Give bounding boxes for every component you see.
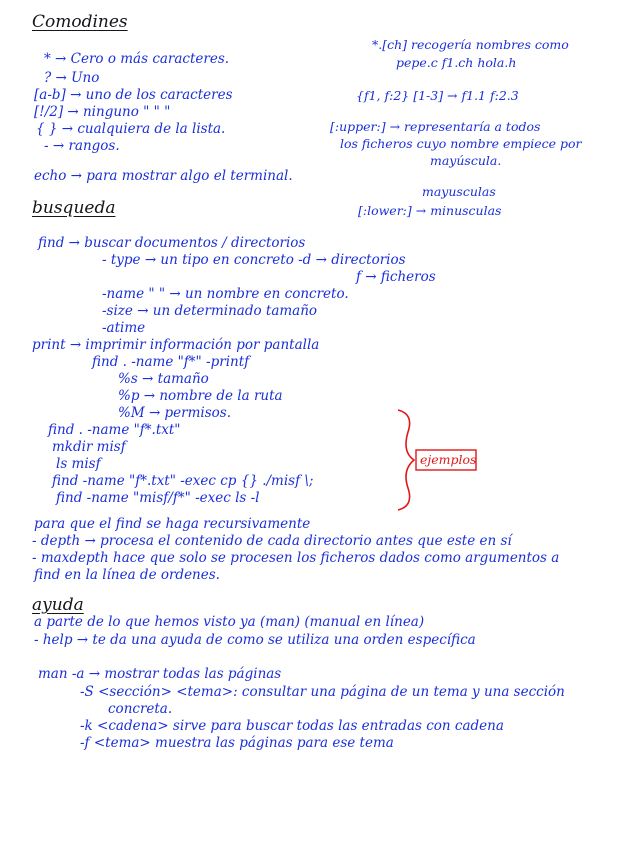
ayuda-line: - help → te da una ayuda de como se utiliza una orden específica — [34, 632, 476, 648]
print-line: find . -name "f*" -printf — [92, 354, 250, 370]
right-note: pepe.c f1.ch hola.h — [396, 55, 517, 70]
ejemplos-label: ejemplos — [420, 452, 477, 467]
example-line: find . -name "f*.txt" — [48, 422, 181, 438]
man-line: -S <sección> <tema>: consultar una página de un tema y una sección — [80, 684, 565, 700]
man-line: man -a → mostrar todas las páginas — [38, 666, 282, 682]
print-line: %s → tamaño — [118, 371, 209, 387]
right-note: {f1, f:2} [1-3] → f1.1 f:2.3 — [356, 88, 519, 103]
comodin-line: * → Cero o más caracteres. — [44, 51, 230, 67]
comodin-line: - → rangos. — [44, 138, 120, 154]
heading-ayuda: ayuda — [32, 595, 84, 615]
right-note: [:upper:] → representaría a todos — [330, 119, 541, 134]
man-line: -k <cadena> sirve para buscar todas las entradas con cadena — [80, 718, 504, 734]
find-line: find → buscar documentos / directorios — [38, 235, 306, 251]
find-line: - type → un tipo en concreto -d → directorios — [102, 252, 406, 268]
recursive-line: - depth → procesa el contenido de cada directorio antes que este en sí — [32, 533, 512, 549]
example-line: find -name "f*.txt" -exec cp {} ./misf \; — [52, 473, 314, 489]
example-line: mkdir misf — [52, 439, 126, 455]
right-note: los ficheros cuyo nombre empiece por — [340, 136, 582, 151]
print-line: %M → permisos. — [118, 405, 232, 421]
right-note: *.[ch] recogería nombres como — [372, 37, 569, 52]
comodin-line: [!/2] → ninguno " " " — [34, 104, 171, 120]
recursive-line: para que el find se haga recursivamente — [34, 516, 311, 532]
comodin-line: [a-b] → uno de los caracteres — [34, 87, 233, 103]
print-line: print → imprimir información por pantalla — [32, 337, 320, 353]
recursive-line: find en la línea de ordenes. — [34, 567, 220, 583]
print-line: %p → nombre de la ruta — [118, 388, 283, 404]
heading-comodines: Comodines — [32, 12, 128, 32]
find-line: -name " " → un nombre en concreto. — [102, 286, 349, 302]
find-line: f → ficheros — [356, 269, 436, 285]
find-line: -size → un determinado tamaño — [102, 303, 318, 319]
heading-busqueda: busqueda — [32, 198, 116, 218]
find-line: -atime — [102, 320, 146, 336]
right-note: mayúscula. — [430, 153, 502, 168]
man-line: concreta. — [108, 701, 173, 717]
recursive-line: - maxdepth hace que solo se procesen los ficheros dados como argumentos a — [32, 550, 560, 566]
comodin-line: ? → Uno — [44, 70, 100, 86]
example-line: find -name "misf/f*" -exec ls -l — [56, 490, 260, 506]
comodin-line: { } → cualquiera de la lista. — [36, 121, 226, 137]
right-note: [:lower:] → minusculas — [358, 203, 502, 218]
man-line: -f <tema> muestra las páginas para ese tema — [80, 735, 394, 751]
comodin-echo: echo → para mostrar algo el terminal. — [34, 168, 293, 184]
right-note: mayusculas — [422, 184, 496, 199]
ayuda-line: a parte de lo que hemos visto ya (man) (manual en línea) — [34, 614, 425, 630]
example-line: ls misf — [56, 456, 101, 472]
